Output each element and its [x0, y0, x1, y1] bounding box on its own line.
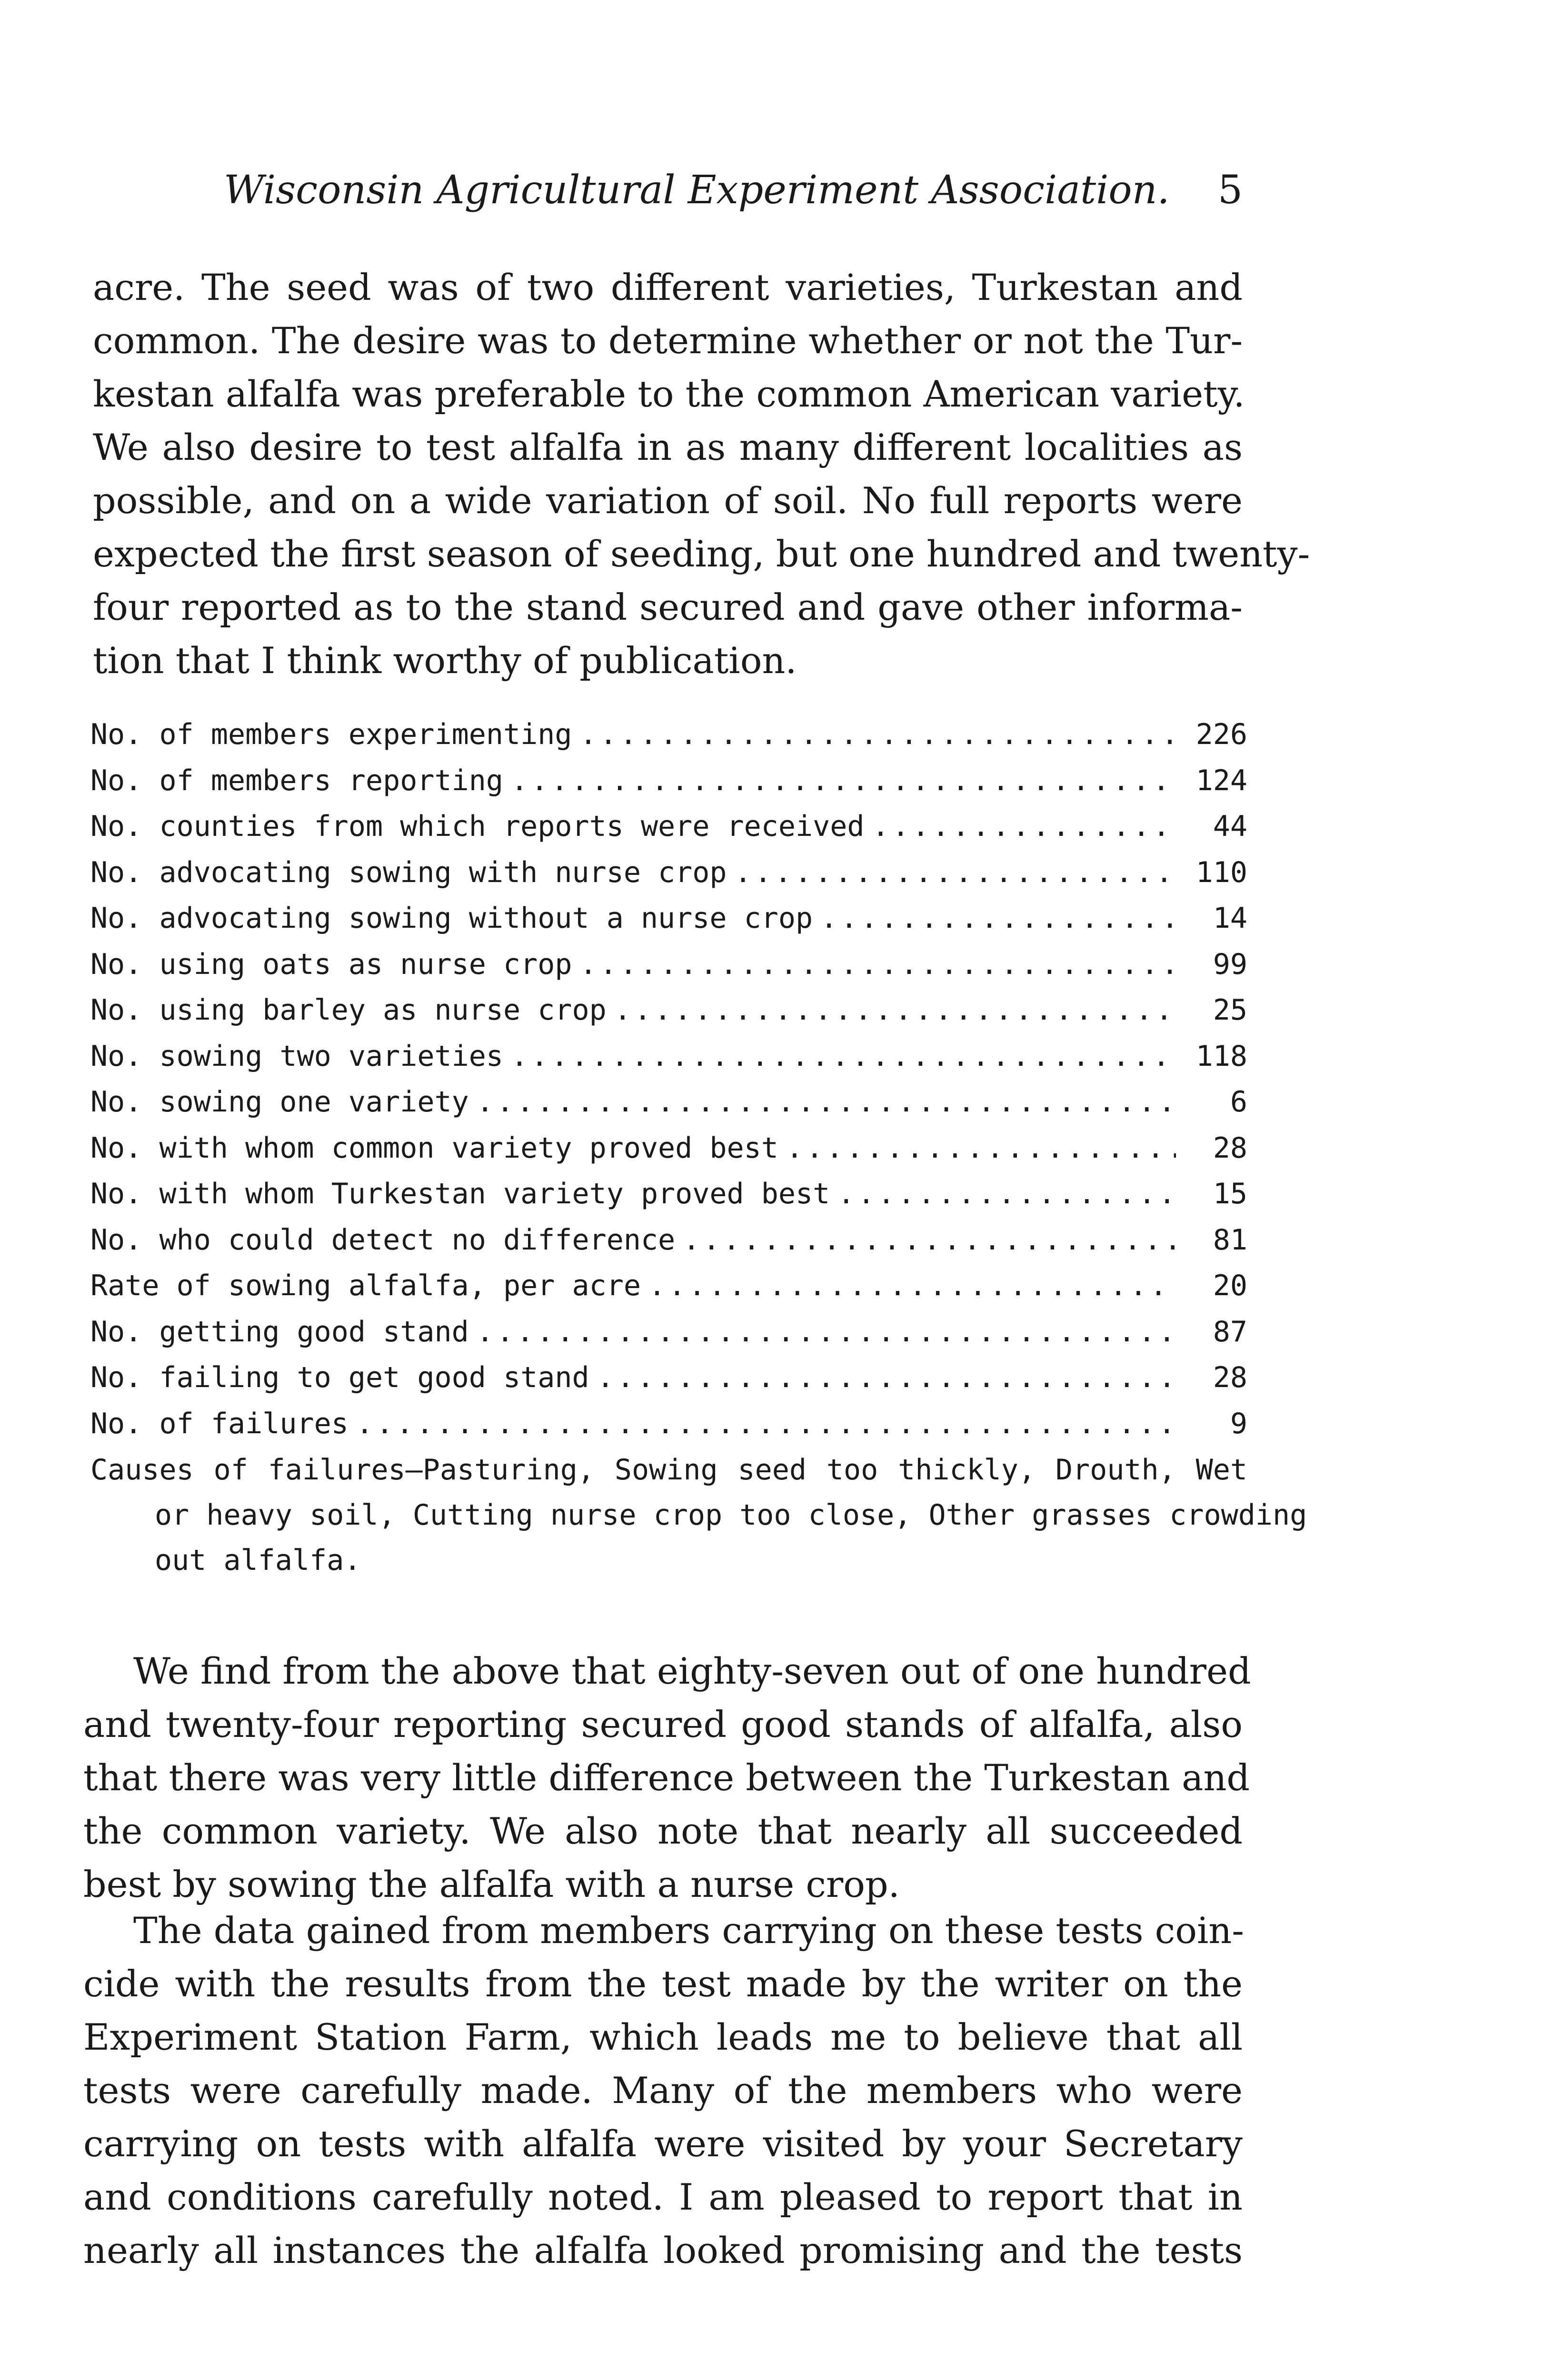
stat-label: No. advocating sowing without a nurse crop [90, 902, 813, 935]
stat-value: 124 [1195, 764, 1247, 797]
causes-line: Causes of failures—Pasturing, Sowing seed too thickly, Drouth, Wet [90, 1453, 1247, 1487]
text-line: the common variety. We also note that nearly all succeeded [83, 1810, 1243, 1852]
text-line: The data gained from members carrying on these tests coin- [133, 1909, 1244, 1952]
dot-leader [786, 1125, 1176, 1171]
statistics-table [90, 712, 1307, 1583]
dot-leader [872, 803, 1176, 850]
text-line: and conditions carefully noted. I am pleased to report that in [83, 2176, 1243, 2218]
stat-label: No. with whom common variety proved best [90, 1131, 778, 1165]
stat-value: 28 [1213, 1361, 1247, 1394]
stat-value: 28 [1213, 1131, 1247, 1165]
stat-row [90, 1079, 1247, 1125]
stat-row [90, 1355, 1247, 1401]
dot-leader [735, 850, 1176, 896]
stat-row [90, 1125, 1247, 1171]
text-line: We also desire to test alfalfa in as many different localities as [93, 426, 1243, 468]
text-line: common. The desire was to determine whether or not the Tur- [93, 319, 1243, 362]
header-title: Wisconsin Agricultural Experiment Association. [224, 168, 1170, 213]
text-line: kestan alfalfa was preferable to the common American variety. [93, 373, 1245, 415]
stat-label: No. sowing two varieties [90, 1039, 503, 1073]
stat-label: No. using oats as nurse crop [90, 947, 572, 981]
dot-leader [648, 1263, 1176, 1309]
dot-leader [477, 1309, 1176, 1355]
stat-label: No. with whom Turkestan variety proved best [90, 1177, 830, 1210]
stat-label: Rate of sowing alfalfa, per acre [90, 1269, 641, 1302]
text-line: expected the first season of seeding, but one hundred and twenty- [93, 533, 1310, 575]
stat-value: 14 [1213, 902, 1247, 935]
stat-row [90, 712, 1247, 758]
text-line: tests were carefully made. Many of the members who were [83, 2069, 1243, 2112]
stat-label: No. getting good stand [90, 1315, 469, 1349]
stat-label: No. failing to get good stand [90, 1361, 589, 1394]
text-line: best by sowing the alfalfa with a nurse crop. [83, 1863, 900, 1905]
causes-line: or heavy soil, Cutting nurse crop too close, Other grasses crowding [155, 1498, 1307, 1532]
stat-value: 87 [1213, 1315, 1247, 1349]
stat-value: 9 [1230, 1407, 1247, 1440]
stat-row [90, 1401, 1247, 1447]
dot-leader [511, 758, 1176, 804]
text-line: Experiment Station Farm, which leads me to believe that all [83, 2016, 1243, 2058]
dot-leader [579, 712, 1176, 758]
dot-leader [820, 895, 1176, 942]
stat-row [90, 895, 1247, 942]
stat-row [90, 942, 1247, 988]
stat-label: No. of failures [90, 1407, 349, 1440]
stat-row [90, 1033, 1247, 1080]
intro-paragraph [93, 261, 1310, 687]
stat-row [90, 758, 1247, 804]
stat-value: 226 [1195, 718, 1247, 751]
stat-value: 99 [1213, 947, 1247, 981]
text-line: carrying on tests with alfalfa were visited by your Secretary [83, 2122, 1243, 2165]
stat-label: No. using barley as nurse crop [90, 993, 607, 1027]
stat-label: No. of members experimenting [90, 718, 572, 751]
dot-leader [579, 942, 1176, 988]
dot-leader [477, 1079, 1176, 1125]
stat-row [90, 803, 1247, 850]
causes-line: out alfalfa. [155, 1544, 361, 1577]
text-line: acre. The seed was of two different varieties, Turkestan and [93, 266, 1243, 308]
dot-leader [597, 1355, 1176, 1401]
text-line: nearly all instances the alfalfa looked promising and the tests [83, 2229, 1243, 2271]
text-line: possible, and on a wide variation of soil. No full reports were [93, 479, 1243, 522]
dot-leader [511, 1033, 1176, 1080]
text-line: four reported as to the stand secured and gave other informa- [93, 586, 1243, 628]
summary-paragraph [83, 1645, 1251, 1911]
stat-value: 15 [1213, 1177, 1247, 1210]
stat-row [90, 1263, 1247, 1309]
dot-leader [614, 987, 1176, 1033]
stat-value: 44 [1213, 810, 1247, 843]
stat-row [90, 850, 1247, 896]
stat-row [90, 987, 1247, 1033]
stat-label: No. sowing one variety [90, 1085, 469, 1119]
stat-row [90, 1217, 1247, 1263]
stat-value: 118 [1195, 1039, 1247, 1073]
running-header [224, 162, 1243, 219]
stat-row [90, 1309, 1247, 1355]
text-line: cide with the results from the test made by the writer on the [83, 1963, 1243, 2005]
text-line: We find from the above that eighty-seven out of one hundred [133, 1650, 1251, 1692]
page-number: 5 [1217, 168, 1243, 213]
conclusion-paragraph [83, 1904, 1243, 2277]
dot-leader [356, 1401, 1176, 1447]
stat-label: No. advocating sowing with nurse crop [90, 855, 727, 889]
stat-value: 20 [1213, 1269, 1247, 1302]
stat-row [90, 1171, 1247, 1217]
text-line: that there was very little difference between the Turkestan and [83, 1756, 1250, 1799]
dot-leader [837, 1171, 1176, 1217]
causes-of-failures [90, 1448, 1307, 1583]
stat-label: No. of members reporting [90, 764, 503, 797]
dot-leader [683, 1217, 1176, 1263]
stat-value: 110 [1195, 855, 1247, 889]
text-line: tion that I think worthy of publication. [93, 639, 797, 682]
text-line: and twenty-four reporting secured good stands of alfalfa, also [83, 1703, 1243, 1745]
stat-value: 6 [1230, 1085, 1247, 1119]
stat-label: No. counties from which reports were received [90, 810, 865, 843]
stat-label: No. who could detect no difference [90, 1223, 676, 1257]
stat-value: 25 [1213, 993, 1247, 1027]
stat-value: 81 [1213, 1223, 1247, 1257]
